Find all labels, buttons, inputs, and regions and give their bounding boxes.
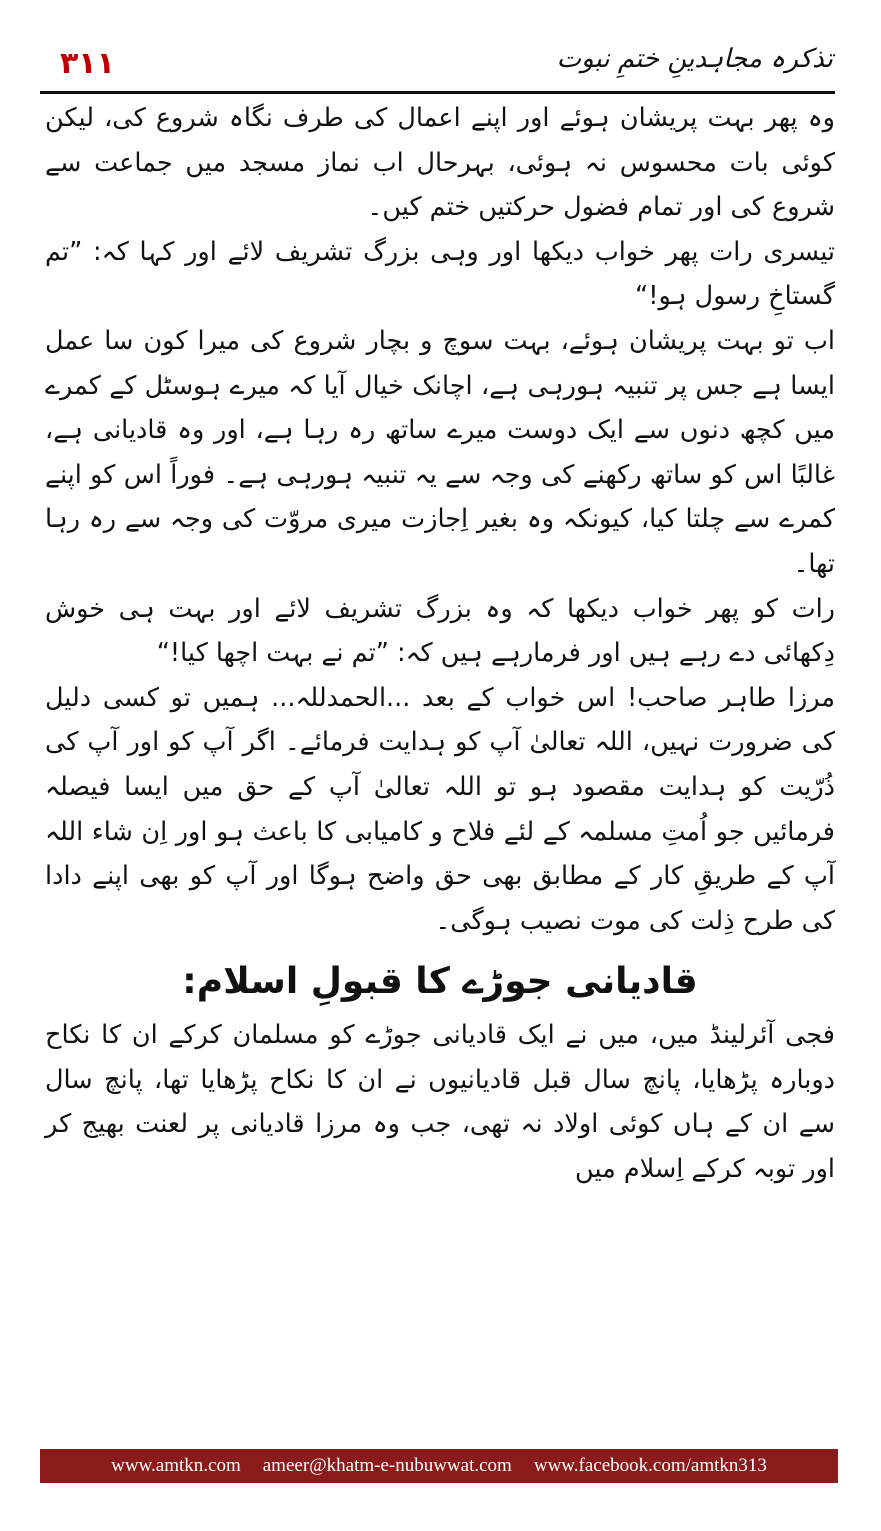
running-title: تذکرہ مجاہدینِ ختمِ نبوت: [556, 44, 833, 74]
paragraph-5: مرزا طاہر صاحب! اس خواب کے بعد ...الحمدللہ... ہمیں تو کسی دلیل کی ضرورت نہیں، اللہ تعالیٰ آپ کو ہدایت فرمائے۔ اگر آپ کو اور آپ کی ذُرّیت کو ہدایت مقصود ہو تو اللہ تعالیٰ آپ کے حق میں ایسا فیصلہ فرمائیں جو اُمتِ مسلمہ کے لئے فلاح و کامیابی کا باعث ہو اور اِن شاء اللہ آپ کے طریقِ کار کے مطابق بھی حق واضح ہوگا اور آپ کو بھی اپنے دادا کی طرح ذِلت کی موت نصیب ہوگی۔: [45, 682, 835, 936]
header-divider: [40, 91, 835, 94]
footer-email: ameer@khatm-e-nubuwwat.com: [262, 1455, 512, 1476]
paragraph-4: رات کو پھر خواب دیکھا کہ وہ بزرگ تشریف لائے اور بہت ہی خوش دِکھائی دے رہے ہیں اور فرمارہے ہیں کہ: ”تم نے بہت اچھا کیا!“: [45, 593, 835, 669]
footer-website: www.amtkn.com: [111, 1455, 241, 1476]
section-paragraph: فجی آئرلینڈ میں، میں نے ایک قادیانی جوڑے کو مسلمان کرکے ان کا نکاح دوبارہ پڑھایا، پانچ سال قبل قادیانیوں نے ان کا نکاح پڑھایا تھا، پانچ سال سے ان کے ہاں کوئی اولاد نہ تھی، جب وہ مرزا قادیانی پر لعنت بھیج کر اور توبہ کرکے اِسلام میں: [45, 1020, 835, 1185]
paragraph-3: اب تو بہت پریشان ہوئے، بہت سوچ و بچار شروع کی میرا کون سا عمل ایسا ہے جس پر تنبیہ ہورہی ہے، اچانک خیال آیا کہ میرے ہوسٹل کے کمرے میں کچھ دنوں سے ایک دوست میرے ساتھ رہ رہا ہے، اور وہ قادیانی ہے، غالبًا اس کو ساتھ رکھنے کی وجہ سے یہ تنبیہ ہورہی ہے۔ فوراً اس کو اپنے کمرے سے چلتا کیا، کیونکہ وہ بغیر اِجازت میری مروّت کی وجہ سے رہ رہا تھا۔: [45, 325, 835, 579]
section-heading: قادیانی جوڑے کا قبولِ اسلام:: [182, 961, 698, 1003]
page-header: [40, 40, 835, 92]
paragraph-2: تیسری رات پھر خواب دیکھا اور وہی بزرگ تشریف لائے اور کہا کہ: ”تم گستاخِ رسول ہو!“: [45, 236, 835, 312]
footer-facebook: www.facebook.com/amtkn313: [533, 1455, 767, 1476]
page-number: ۳۱۱: [60, 46, 115, 81]
paragraph-1: وہ پھر بہت پریشان ہوئے اور اپنے اعمال کی طرف نگاہ شروع کی، لیکن کوئی بات محسوس نہ ہوئی، بہرحال اب نماز مسجد میں جماعت سے شروع کی اور تمام فضول حرکتیں ختم کیں۔: [45, 103, 835, 223]
page-body: [45, 96, 835, 1192]
footer-bar: [40, 1449, 838, 1483]
